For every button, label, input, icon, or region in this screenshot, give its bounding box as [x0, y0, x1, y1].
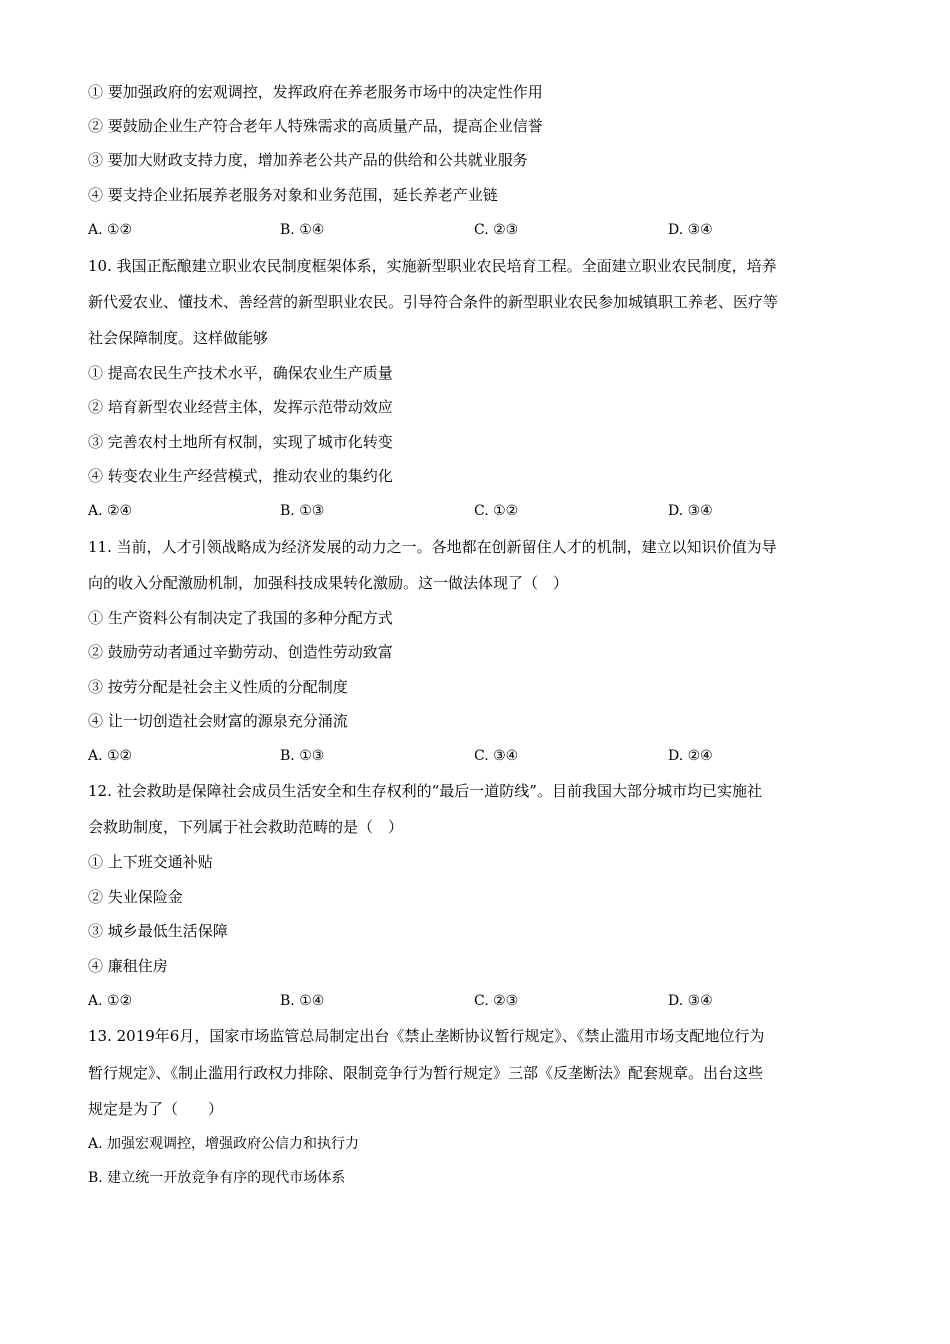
- q9-item-3: ③ 要加大财政支持力度，增加养老公共产品的供给和公共就业服务: [88, 151, 528, 169]
- q11-stem-line-1: 11. 当前，人才引领战略成为经济发展的动力之一。各地都在创新留住人才的机制，建立以知识价值为导: [88, 538, 777, 556]
- q10-item-2: ② 培育新型农业经营主体，发挥示范带动效应: [88, 398, 393, 416]
- q12-item-2: ② 失业保险金: [88, 888, 183, 906]
- q10-option-d[interactable]: D. ③④: [668, 503, 713, 519]
- q12-item-3: ③ 城乡最低生活保障: [88, 922, 228, 940]
- q10-stem-line-2: 新代爱农业、懂技术、善经营的新型职业农民。引导符合条件的新型职业农民参加城镇职工养老、医疗等: [88, 293, 779, 311]
- q10-stem-line-1: 10. 我国正酝酿建立职业农民制度框架体系，实施新型职业农民培育工程。全面建立职业农民制度，培养: [88, 257, 777, 275]
- q9-option-b[interactable]: B. ①④: [280, 222, 325, 238]
- q10-options: [88, 501, 868, 521]
- q11-item-1: ① 生产资料公有制决定了我国的多种分配方式: [88, 609, 393, 627]
- q12-option-d[interactable]: D. ③④: [668, 993, 713, 1009]
- q9-item-2: ② 要鼓励企业生产符合老年人特殊需求的高质量产品，提高企业信誉: [88, 117, 543, 135]
- q12-item-4: ④ 廉租住房: [88, 957, 168, 975]
- q12-option-b[interactable]: B. ①④: [280, 993, 325, 1009]
- q11-item-3: ③ 按劳分配是社会主义性质的分配制度: [88, 678, 348, 696]
- q11-option-a[interactable]: A. ①②: [88, 748, 133, 764]
- q10-item-4: ④ 转变农业生产经营模式，推动农业的集约化: [88, 467, 393, 485]
- q13-stem-line-1: 13. 2019年6月，国家市场监管总局制定出台《禁止垄断协议暂行规定》、《禁止滥用市场支配地位行为: [88, 1027, 765, 1045]
- q9-option-a[interactable]: A. ①②: [88, 222, 133, 238]
- q13-option-a[interactable]: A. 加强宏观调控，增强政府公信力和执行力: [88, 1136, 360, 1152]
- q9-option-c[interactable]: C. ②③: [474, 222, 519, 238]
- q13-option-b[interactable]: B. 建立统一开放竞争有序的现代市场体系: [88, 1170, 346, 1186]
- q10-option-b[interactable]: B. ①③: [280, 503, 325, 519]
- q11-item-2: ② 鼓励劳动者通过辛勤劳动、创造性劳动致富: [88, 643, 393, 661]
- q11-option-b[interactable]: B. ①③: [280, 748, 325, 764]
- q11-option-c[interactable]: C. ③④: [474, 748, 519, 764]
- q11-stem-line-2: 向的收入分配激励机制，加强科技成果转化激励。这一做法体现了（ ）: [88, 574, 569, 592]
- q13-stem-line-3: 规定是为了（ ）: [88, 1100, 224, 1118]
- q10-stem-line-3: 社会保障制度。这样做能够: [88, 329, 269, 347]
- q9-options: [88, 220, 868, 240]
- q9-item-1: ① 要加强政府的宏观调控，发挥政府在养老服务市场中的决定性作用: [88, 83, 543, 101]
- q12-stem-line-2: 会救助制度，下列属于社会救助范畴的是（ ）: [88, 818, 404, 836]
- q10-item-1: ① 提高农民生产技术水平，确保农业生产质量: [88, 364, 393, 382]
- q12-options: [88, 991, 868, 1011]
- q13-stem-line-2: 暂行规定》、《制止滥用行政权力排除、限制竞争行为暂行规定》三部《反垄断法》配套规章。出台这些: [88, 1064, 764, 1082]
- q11-options: [88, 746, 868, 766]
- q11-option-d[interactable]: D. ②④: [668, 748, 713, 764]
- q9-item-4: ④ 要支持企业拓展养老服务对象和业务范围，延长养老产业链: [88, 186, 498, 204]
- q12-option-c[interactable]: C. ②③: [474, 993, 519, 1009]
- q12-option-a[interactable]: A. ①②: [88, 993, 133, 1009]
- q11-item-4: ④ 让一切创造社会财富的源泉充分涌流: [88, 712, 348, 730]
- q10-option-c[interactable]: C. ①②: [474, 503, 519, 519]
- q10-option-a[interactable]: A. ②④: [88, 503, 133, 519]
- q12-stem-line-1: 12. 社会救助是保障社会成员生活安全和生存权利的“最后一道防线”。目前我国大部分城市均已实施社: [88, 782, 762, 800]
- q12-item-1: ① 上下班交通补贴: [88, 853, 213, 871]
- q10-item-3: ③ 完善农村土地所有权制，实现了城市化转变: [88, 433, 393, 451]
- q9-option-d[interactable]: D. ③④: [668, 222, 713, 238]
